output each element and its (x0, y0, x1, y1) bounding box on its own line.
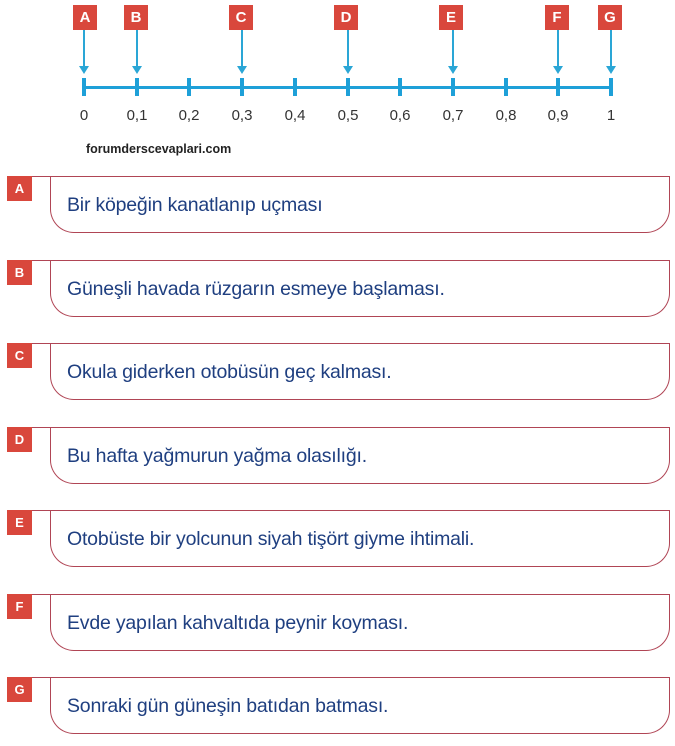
statement-row-e (0, 510, 675, 568)
marker-g: G (598, 5, 622, 30)
tick-0-1 (135, 78, 139, 96)
tick-label: 0,2 (178, 107, 200, 124)
tick-0-7 (451, 78, 455, 96)
tick-0-6 (398, 78, 402, 96)
statement-row-a (0, 176, 675, 234)
arrow-d (347, 30, 349, 68)
statement-badge: G (7, 677, 32, 702)
tick-label: 0 (79, 107, 89, 124)
arrowhead-icon (237, 66, 247, 74)
arrow-e (452, 30, 454, 68)
marker-a: A (73, 5, 97, 30)
tick-0-2 (187, 78, 191, 96)
tick-label: 0,8 (495, 107, 517, 124)
arrowhead-icon (553, 66, 563, 74)
tick-label: 0,7 (442, 107, 464, 124)
statement-row-d (0, 427, 675, 485)
marker-f: F (545, 5, 569, 30)
marker-b: B (124, 5, 148, 30)
statement-badge: D (7, 427, 32, 452)
statement-text: Otobüste bir yolcunun siyah tişört giyme ihtimali. (67, 528, 475, 550)
tick-0-3 (240, 78, 244, 96)
tick-label: 0,3 (231, 107, 253, 124)
tick-label: 0,9 (547, 107, 569, 124)
statement-row-b (0, 260, 675, 318)
statement-text: Okula giderken otobüsün geç kalması. (67, 361, 392, 383)
arrowhead-icon (79, 66, 89, 74)
probability-number-line (0, 0, 675, 160)
statement-text: Sonraki gün güneşin batıdan batması. (67, 695, 389, 717)
statement-text: Evde yapılan kahvaltıda peynir koyması. (67, 612, 409, 634)
arrow-a (83, 30, 85, 68)
tick-0-5 (346, 78, 350, 96)
arrow-f (557, 30, 559, 68)
tick-0-9 (556, 78, 560, 96)
arrowhead-icon (343, 66, 353, 74)
statement-badge: B (7, 260, 32, 285)
statement-row-f (0, 594, 675, 652)
statement-badge: A (7, 176, 32, 201)
arrow-b (136, 30, 138, 68)
statement-text: Bir köpeğin kanatlanıp uçması (67, 194, 323, 216)
tick-0 (82, 78, 86, 96)
tick-0-8 (504, 78, 508, 96)
statement-text: Bu hafta yağmurun yağma olasılığı. (67, 445, 367, 467)
statement-row-g (0, 677, 675, 735)
tick-label: 0,1 (126, 107, 148, 124)
tick-label: 1 (606, 107, 616, 124)
watermark: forumderscevaplari.com (86, 142, 232, 156)
statement-row-c (0, 343, 675, 401)
tick-label: 0,6 (389, 107, 411, 124)
tick-1 (609, 78, 613, 96)
tick-label: 0,5 (337, 107, 359, 124)
arrowhead-icon (448, 66, 458, 74)
marker-c: C (229, 5, 253, 30)
marker-e: E (439, 5, 463, 30)
statement-badge: E (7, 510, 32, 535)
arrowhead-icon (132, 66, 142, 74)
arrow-g (610, 30, 612, 68)
statement-badge: F (7, 594, 32, 619)
marker-d: D (334, 5, 358, 30)
arrowhead-icon (606, 66, 616, 74)
tick-0-4 (293, 78, 297, 96)
statement-badge: C (7, 343, 32, 368)
arrow-c (241, 30, 243, 68)
statement-text: Güneşli havada rüzgarın esmeye başlaması. (67, 278, 445, 300)
tick-label: 0,4 (284, 107, 306, 124)
